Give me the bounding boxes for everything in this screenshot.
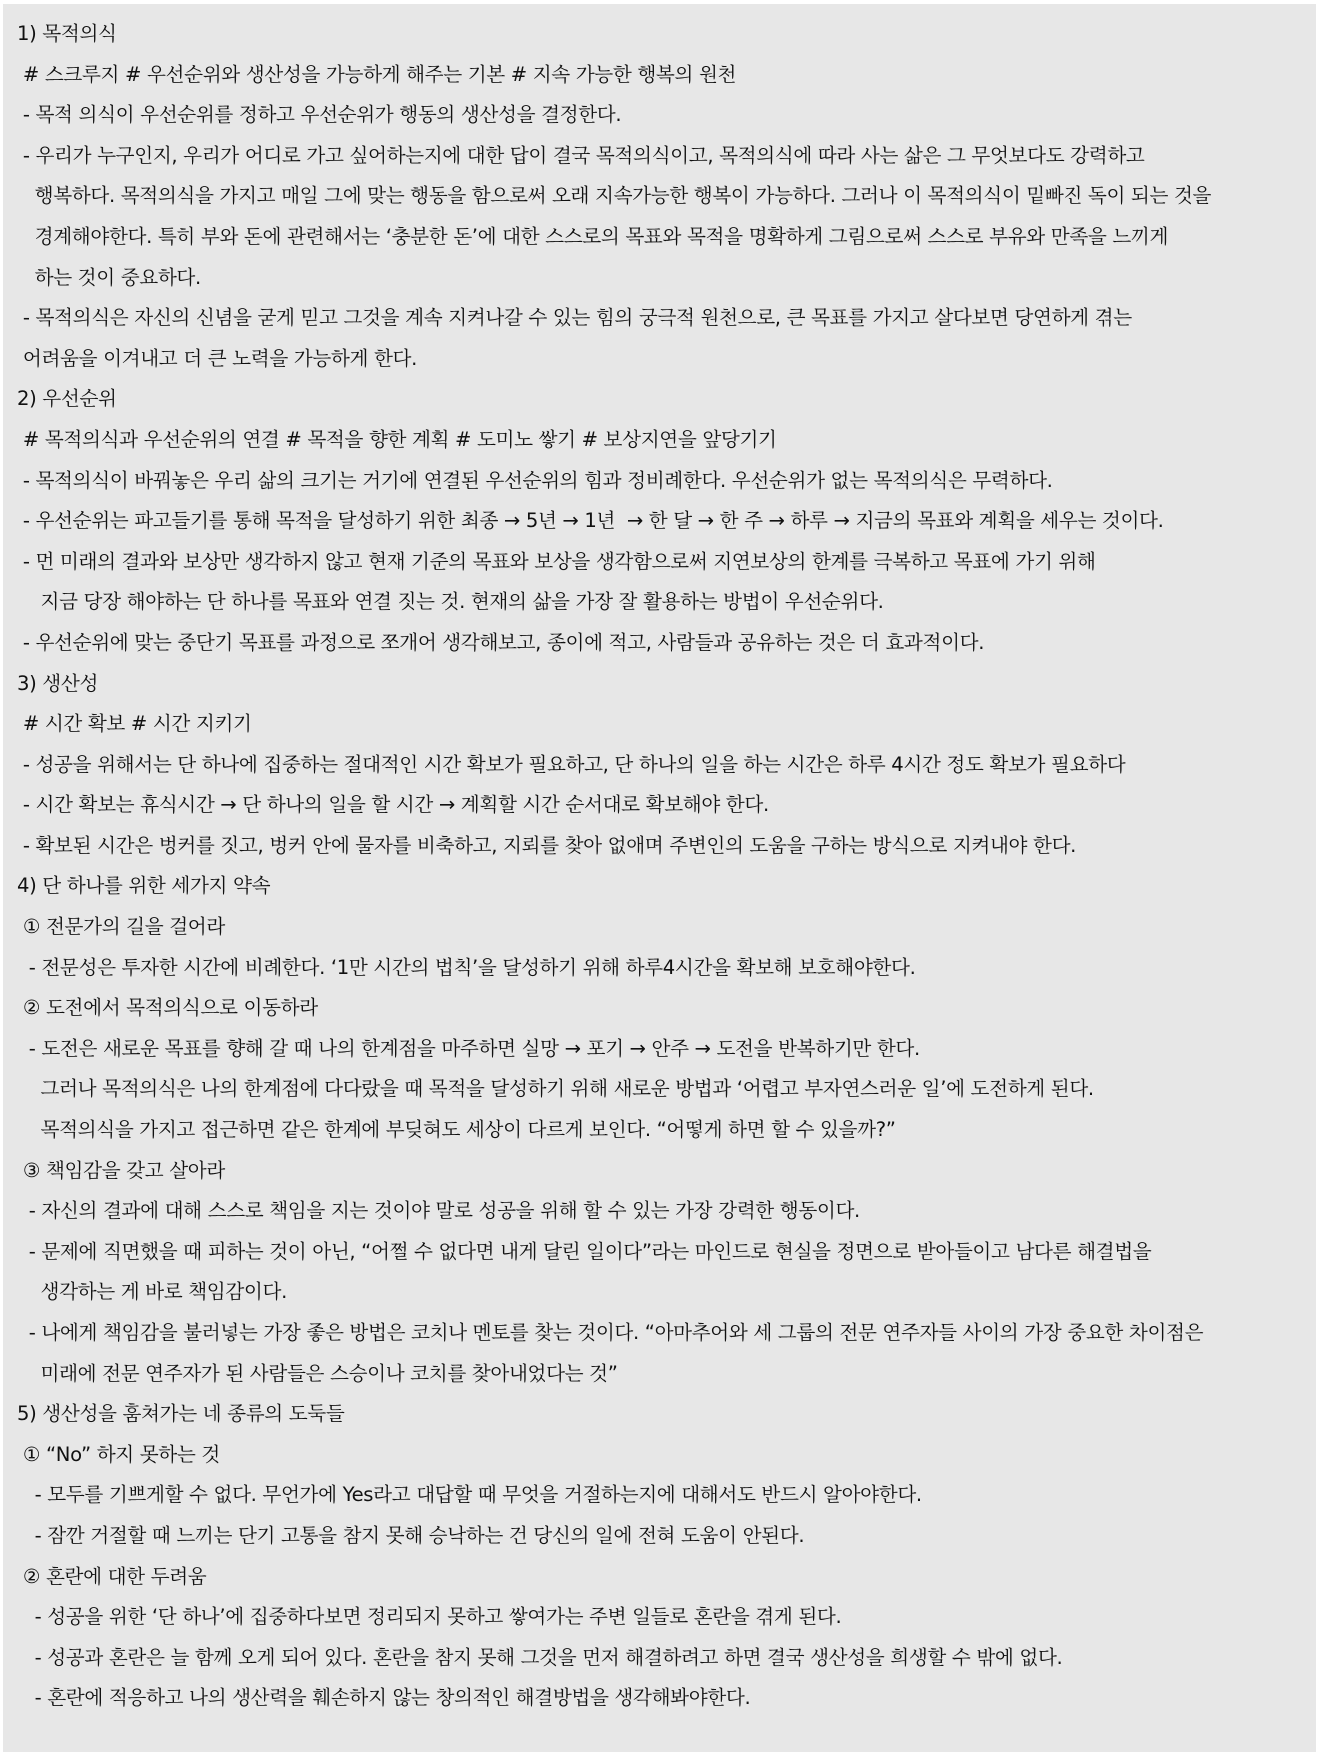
section-heading: 3) 생산성 xyxy=(17,671,99,695)
text-line: - 나에게 책임감을 불러넣는 가장 좋은 방법은 코치나 멘토를 찾는 것이다. “아마추어와 세 그룹의 전문 연주자들 사이의 가장 중요한 차이점은 xyxy=(17,1321,1204,1344)
text-line: - 우리가 누구인지, 우리가 어디로 가고 싶어하는지에 대한 답이 결국 목적의식이고, 목적의식에 따라 사는 삶은 그 무엇보다도 강력하고 xyxy=(17,143,1145,167)
text-line: 목적의식을 가지고 접근하면 같은 한계에 부딪혀도 세상이 다르게 보인다. “어떻게 하면 할 수 있을까?” xyxy=(17,1118,896,1142)
text-line: 미래에 전문 연주자가 된 사람들은 스승이나 코치를 찾아내었다는 것” xyxy=(17,1361,618,1385)
subheading: ① “No” 하지 못하는 것 xyxy=(17,1442,220,1466)
section-heading: 5) 생산성을 훔쳐가는 네 종류의 도둑들 xyxy=(17,1402,345,1426)
text-line: - 성공을 위해서는 단 하나에 집중하는 절대적인 시간 확보가 필요하고, 단 하나의 일을 하는 시간은 하루 4시간 정도 확보가 필요하다 xyxy=(17,752,1126,776)
text-line: - 우선순위에 맞는 중단기 목표를 과정으로 쪼개어 생각해보고, 종이에 적고, 사람들과 공유하는 것은 더 효과적이다. xyxy=(17,630,985,654)
text-line: - 문제에 직면했을 때 피하는 것이 아닌, “어쩔 수 없다면 내게 달린 일이다”라는 마인드로 현실을 정면으로 받아들이고 남다른 해결법을 xyxy=(17,1239,1152,1263)
section-heading: 2) 우선순위 xyxy=(17,387,117,411)
hashtag-line: # 스크루지 # 우선순위와 생산성을 가능하게 해주는 기본 # 지속 가능한 행복의 원천 xyxy=(17,62,737,86)
text-line: - 도전은 새로운 목표를 향해 갈 때 나의 한계점을 마주하면 실망 → 포기 → 안주 → 도전을 반복하기만 한다. xyxy=(17,1036,920,1060)
text-line: - 모두를 기쁘게할 수 없다. 무언가에 Yes라고 대답할 때 무엇을 거절하는지에 대해서도 반드시 알아야한다. xyxy=(17,1483,922,1507)
subheading: ② 혼란에 대한 두려움 xyxy=(17,1564,207,1588)
text-line: - 성공과 혼란은 늘 함께 오게 되어 있다. 혼란을 참지 못해 그것을 먼저 해결하려고 하면 결국 생산성을 희생할 수 밖에 없다. xyxy=(17,1645,1063,1669)
hashtag-line: # 목적의식과 우선순위의 연결 # 목적을 향한 계획 # 도미노 쌓기 # 보상지연을 앞당기기 xyxy=(17,427,777,451)
text-line: 생각하는 게 바로 책임감이다. xyxy=(17,1280,287,1304)
text-line: 그러나 목적의식은 나의 한계점에 다다랐을 때 목적을 달성하기 위해 새로운 방법과 ‘어렵고 부자연스러운 일’에 도전하게 된다. xyxy=(17,1077,1094,1101)
subheading: ③ 책임감을 갖고 살아라 xyxy=(17,1158,225,1182)
text-line: - 잠깐 거절할 때 느끼는 단기 고통을 참지 못해 승낙하는 건 당신의 일에 전혀 도움이 안된다. xyxy=(17,1523,805,1547)
text-line: 하는 것이 중요하다. xyxy=(17,265,201,289)
subheading: ② 도전에서 목적의식으로 이동하라 xyxy=(17,996,318,1020)
text-line: 어려움을 이겨내고 더 큰 노력을 가능하게 한다. xyxy=(17,346,417,370)
text-line: - 혼란에 적응하고 나의 생산력을 훼손하지 않는 창의적인 해결방법을 생각해봐야한다. xyxy=(17,1686,751,1710)
subheading: ① 전문가의 길을 걸어라 xyxy=(17,915,225,939)
text-line: - 시간 확보는 휴식시간 → 단 하나의 일을 할 시간 → 계획할 시간 순서대로 확보해야 한다. xyxy=(17,793,769,817)
section-heading: 1) 목적의식 xyxy=(17,22,117,45)
text-line: - 확보된 시간은 벙커를 짓고, 벙커 안에 물자를 비축하고, 지뢰를 찾아 없애며 주변인의 도움을 구하는 방식으로 지켜내야 한다. xyxy=(17,833,1077,857)
text-line: - 목적 의식이 우선순위를 정하고 우선순위가 행동의 생산성을 결정한다. xyxy=(17,103,622,127)
text-line: - 목적의식이 바꿔놓은 우리 삶의 크기는 거기에 연결된 우선순위의 힘과 정비례한다. 우선순위가 없는 목적의식은 무력하다. xyxy=(17,468,1053,492)
text-line: - 성공을 위한 ‘단 하나’에 집중하다보면 정리되지 못하고 쌓여가는 주변 일들로 혼란을 겪게 된다. xyxy=(17,1605,842,1629)
text-line: 행복하다. 목적의식을 가지고 매일 그에 맞는 행동을 함으로써 오래 지속가능한 행복이 가능하다. 그러나 이 목적의식이 밑빠진 독이 되는 것을 xyxy=(17,184,1212,208)
text-line: 경계해야한다. 특히 부와 돈에 관련해서는 ‘충분한 돈’에 대한 스스로의 목표와 목적을 명확하게 그림으로써 스스로 부유와 만족을 느끼게 xyxy=(17,224,1169,248)
hashtag-line: # 시간 확보 # 시간 지키기 xyxy=(17,712,252,736)
text-line: - 먼 미래의 결과와 보상만 생각하지 않고 현재 기준의 목표와 보상을 생각함으로써 지연보상의 한계를 극복하고 목표에 가기 위해 xyxy=(17,549,1096,573)
section-heading: 4) 단 하나를 위한 세가지 약속 xyxy=(17,874,271,898)
text-line: - 자신의 결과에 대해 스스로 책임을 지는 것이야 말로 성공을 위해 할 수 있는 가장 강력한 행동이다. xyxy=(17,1199,860,1223)
text-line: - 전문성은 투자한 시간에 비례한다. ‘1만 시간의 법칙’을 달성하기 위해 하루4시간을 확보해 보호해야한다. xyxy=(17,955,916,979)
document-page xyxy=(3,4,1316,1752)
text-line: 지금 당장 해야하는 단 하나를 목표와 연결 짓는 것. 현재의 삶을 가장 잘 활용하는 방법이 우선순위다. xyxy=(17,590,884,614)
text-line: - 우선순위는 파고들기를 통해 목적을 달성하기 위한 최종 → 5년 → 1년 → 한 달 → 한 주 → 하루 → 지금의 목표와 계획을 세우는 것이다. xyxy=(17,509,1164,533)
text-line: - 목적의식은 자신의 신념을 굳게 믿고 그것을 계속 지켜나갈 수 있는 힘의 궁극적 원천으로, 큰 목표를 가지고 살다보면 당연하게 겪는 xyxy=(17,306,1132,330)
